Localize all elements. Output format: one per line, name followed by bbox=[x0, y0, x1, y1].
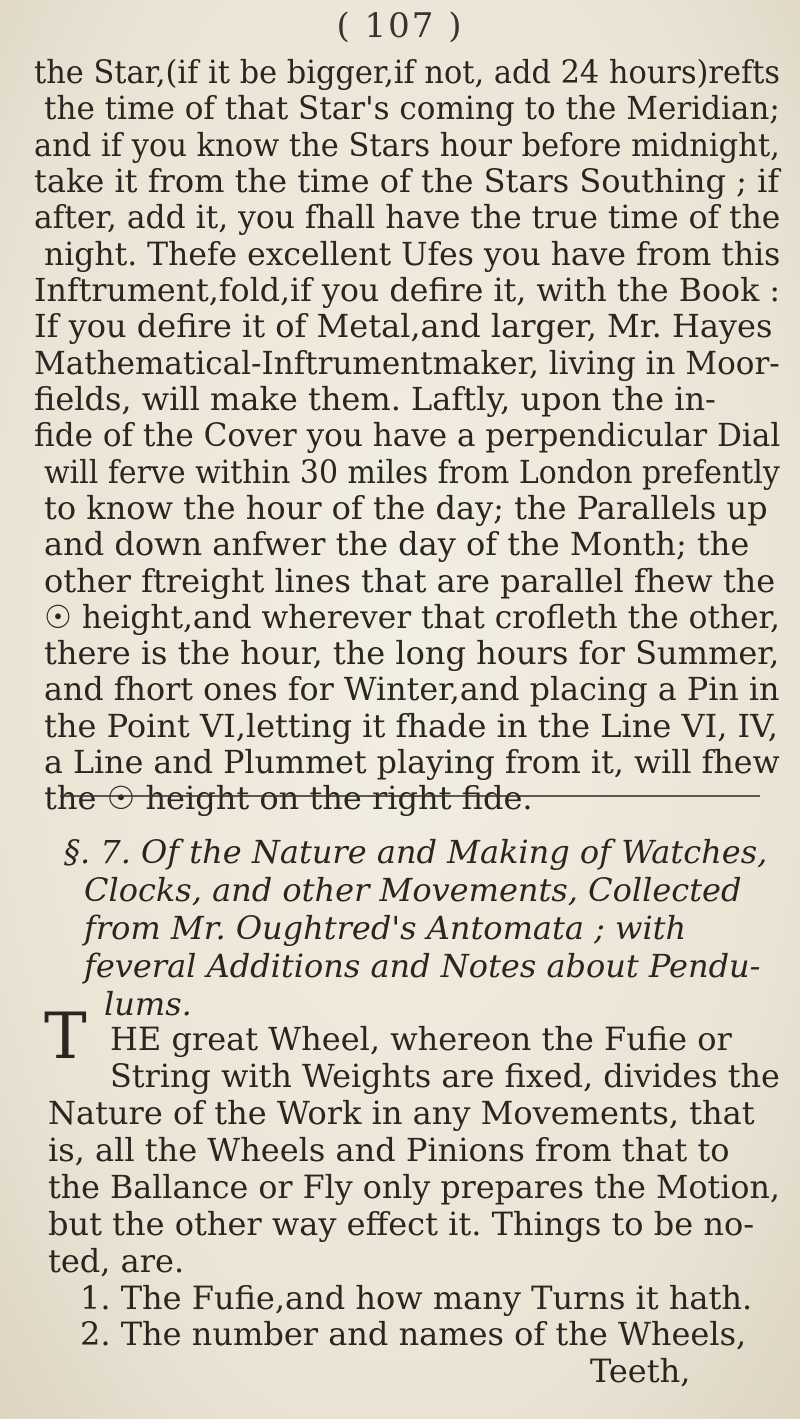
text-line: Nature of the Work in any Movements, that bbox=[48, 1094, 755, 1132]
heading-line: lums. bbox=[104, 985, 192, 1023]
text-line: fields, will make them. Laftly, upon the in- bbox=[34, 380, 716, 418]
heading-line: from Mr. Oughtred's Antomata ; with bbox=[84, 909, 687, 947]
drop-cap: T bbox=[44, 1000, 87, 1074]
heading-line: feveral Additions and Notes about Pendu- bbox=[84, 947, 761, 985]
heading-line: Clocks, and other Movements, Collected bbox=[84, 871, 742, 909]
page-number-header: ( 107 ) bbox=[336, 6, 464, 46]
text-line: and down anfwer the day of the Month; the bbox=[44, 525, 750, 563]
catchword: Teeth, bbox=[590, 1352, 691, 1390]
text-line: the time of that Star's coming to the Meridian; bbox=[44, 89, 780, 127]
heading-line: §. 7. Of the Nature and Making of Watches, bbox=[64, 833, 768, 871]
text-line: Inftrument,fold,if you defire it, with the Book : bbox=[34, 271, 781, 309]
section-divider bbox=[60, 795, 760, 797]
text-line: to know the hour of the day; the Parallels up bbox=[44, 489, 768, 527]
text-line: ☉ height,and wherever that crofleth the other, bbox=[44, 598, 780, 636]
text-line: String with Weights are fixed, divides the bbox=[110, 1057, 780, 1095]
text-line: the ☉ height on the right fide. bbox=[44, 779, 533, 817]
text-line: If you defire it of Metal,and larger, Mr. Hayes bbox=[34, 307, 773, 345]
text-line: and fhort ones for Winter,and placing a Pin in bbox=[44, 670, 780, 708]
text-line: the Ballance or Fly only prepares the Motion, bbox=[48, 1168, 780, 1206]
text-line: 2. The number and names of the Wheels, bbox=[80, 1315, 747, 1353]
text-line: is, all the Wheels and Pinions from that to bbox=[48, 1131, 730, 1169]
text-line: after, add it, you fhall have the true time of the bbox=[34, 198, 781, 236]
text-line: there is the hour, the long hours for Summer, bbox=[44, 634, 780, 672]
text-line: HE great Wheel, whereon the Fufie or bbox=[110, 1020, 732, 1058]
text-line: take it from the time of the Stars Southing ; if bbox=[34, 162, 780, 200]
text-line: the Point VI,letting it fhade in the Line VI, IV, bbox=[44, 707, 778, 745]
text-line: other ftreight lines that are parallel fhew the bbox=[44, 562, 776, 600]
text-line: Mathematical-Inftrumentmaker, living in Moor- bbox=[34, 344, 780, 382]
text-line: and if you know the Stars hour before midnight, bbox=[34, 126, 780, 164]
text-line: the Star,(if it be bigger,if not, add 24 hours)refts bbox=[34, 53, 781, 91]
text-line: but the other way effect it. Things to be no- bbox=[48, 1205, 755, 1243]
text-line: fide of the Cover you have a perpendicular Dial bbox=[34, 416, 781, 454]
text-line: ted, are. bbox=[48, 1242, 185, 1280]
text-line: 1. The Fufie,and how many Turns it hath. bbox=[80, 1279, 753, 1317]
text-line: will ferve within 30 miles from London prefently bbox=[44, 453, 780, 491]
text-line: night. Thefe excellent Ufes you have from this bbox=[44, 235, 781, 273]
text-line: a Line and Plummet playing from it, will fhew bbox=[44, 743, 780, 781]
